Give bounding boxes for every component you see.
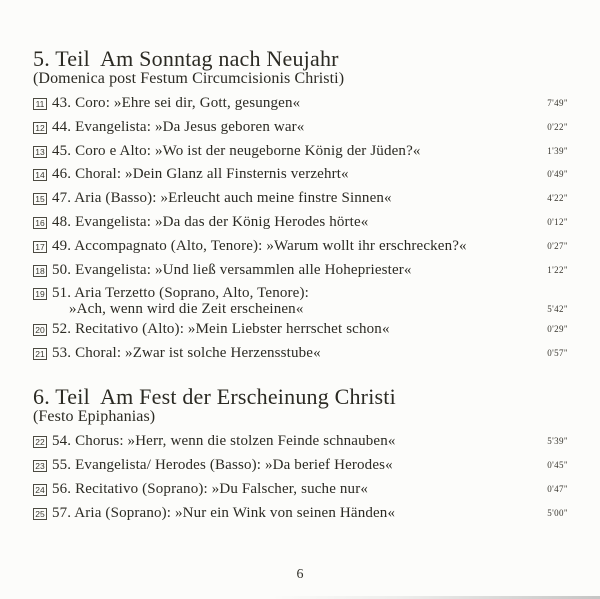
track-duration: 0'57" — [547, 348, 568, 359]
track-duration: 1'39" — [547, 145, 568, 156]
track-duration: 5'39" — [547, 436, 568, 447]
track-title: 48. Evangelista: »Da das der König Herodes hörte« — [52, 213, 369, 230]
track-duration: 4'22" — [547, 193, 568, 204]
track-number-box: 13 — [33, 146, 47, 158]
track-row — [33, 321, 568, 337]
track-number-box: 21 — [33, 348, 47, 360]
track-number-box: 19 — [33, 288, 47, 300]
track-row — [33, 285, 568, 317]
track-number-box: 25 — [33, 508, 47, 520]
page-number: 6 — [296, 567, 304, 582]
track-row — [33, 214, 568, 230]
section-part-6 — [33, 385, 568, 520]
track-title: 49. Accompagnato (Alto, Tenore): »Warum wollt ihr erschrecken?« — [52, 237, 467, 254]
track-row — [33, 95, 568, 111]
track-number-box: 15 — [33, 193, 47, 205]
track-title: 52. Recitativo (Alto): »Mein Liebster herrschet schon« — [52, 321, 390, 338]
part-5-subheading: (Domenica post Festum Circumcisionis Christi) — [33, 70, 345, 87]
track-number-box: 23 — [33, 460, 47, 472]
track-number-box: 17 — [33, 241, 47, 253]
track-duration: 5'42" — [547, 304, 568, 315]
track-title-line-2: »Ach, wenn wird die Zeit erscheinen« — [69, 301, 304, 318]
track-title — [52, 285, 309, 317]
part-6-heading: 6. Teil Am Fest der Erscheinung Christi — [33, 384, 396, 410]
track-duration: 0'45" — [547, 459, 568, 470]
track-row — [33, 143, 568, 159]
track-number-box: 16 — [33, 217, 47, 229]
track-duration: 0'12" — [547, 216, 568, 227]
track-number-box: 22 — [33, 436, 47, 448]
part-5-heading: 5. Teil Am Sonntag nach Neujahr — [33, 46, 339, 71]
track-duration: 0'49" — [547, 169, 568, 180]
track-row — [33, 238, 568, 254]
track-number-box: 14 — [33, 169, 47, 181]
track-title: 53. Choral: »Zwar ist solche Herzensstube« — [52, 345, 321, 362]
track-row — [33, 190, 568, 206]
track-duration: 0'29" — [547, 324, 568, 335]
track-row — [33, 481, 568, 497]
track-duration: 0'22" — [547, 121, 568, 132]
track-row — [33, 505, 568, 521]
part-6-track-list — [33, 433, 568, 520]
part-6-subheading: (Festo Epiphanias) — [33, 408, 156, 426]
track-duration: 1'22" — [547, 264, 568, 275]
track-title: 50. Evangelista: »Und ließ versammlen alle Hohepriester« — [52, 261, 412, 278]
track-row — [33, 457, 568, 473]
track-row — [33, 262, 568, 278]
track-title: 43. Coro: »Ehre sei dir, Gott, gesungen« — [52, 95, 301, 111]
track-title: 46. Choral: »Dein Glanz all Finsternis verzehrt« — [52, 166, 349, 183]
track-title: 55. Evangelista/ Herodes (Basso): »Da berief Herodes« — [52, 456, 393, 473]
part-5-track-list — [33, 95, 568, 361]
track-title: 54. Chorus: »Herr, wenn die stolzen Feinde schnauben« — [52, 433, 396, 450]
track-number-box: 11 — [33, 98, 47, 110]
track-title: 57. Aria (Soprano): »Nur ein Wink von seinen Händen« — [52, 504, 396, 521]
track-title: 44. Evangelista: »Da Jesus geboren war« — [52, 118, 305, 135]
track-duration: 0'47" — [547, 483, 568, 494]
track-duration: 5'00" — [547, 507, 568, 518]
track-number-box: 18 — [33, 265, 47, 277]
track-title: 47. Aria (Basso): »Erleucht auch meine finstre Sinnen« — [52, 190, 392, 207]
track-title: 56. Recitativo (Soprano): »Du Falscher, suche nur« — [52, 480, 368, 497]
track-title-line-1: 51. Aria Terzetto (Soprano, Alto, Tenore): — [52, 285, 309, 302]
track-title: 45. Coro e Alto: »Wo ist der neugeborne König der Jüden?« — [52, 142, 421, 159]
track-row — [33, 433, 568, 449]
track-row — [33, 166, 568, 182]
track-duration: 0'27" — [547, 240, 568, 251]
track-row — [33, 345, 568, 361]
track-number-box: 20 — [33, 324, 47, 336]
track-number-box: 24 — [33, 484, 47, 496]
track-number-box: 12 — [33, 122, 47, 134]
track-duration: 7'49" — [547, 98, 568, 108]
section-part-5 — [33, 47, 568, 361]
track-row — [33, 119, 568, 135]
